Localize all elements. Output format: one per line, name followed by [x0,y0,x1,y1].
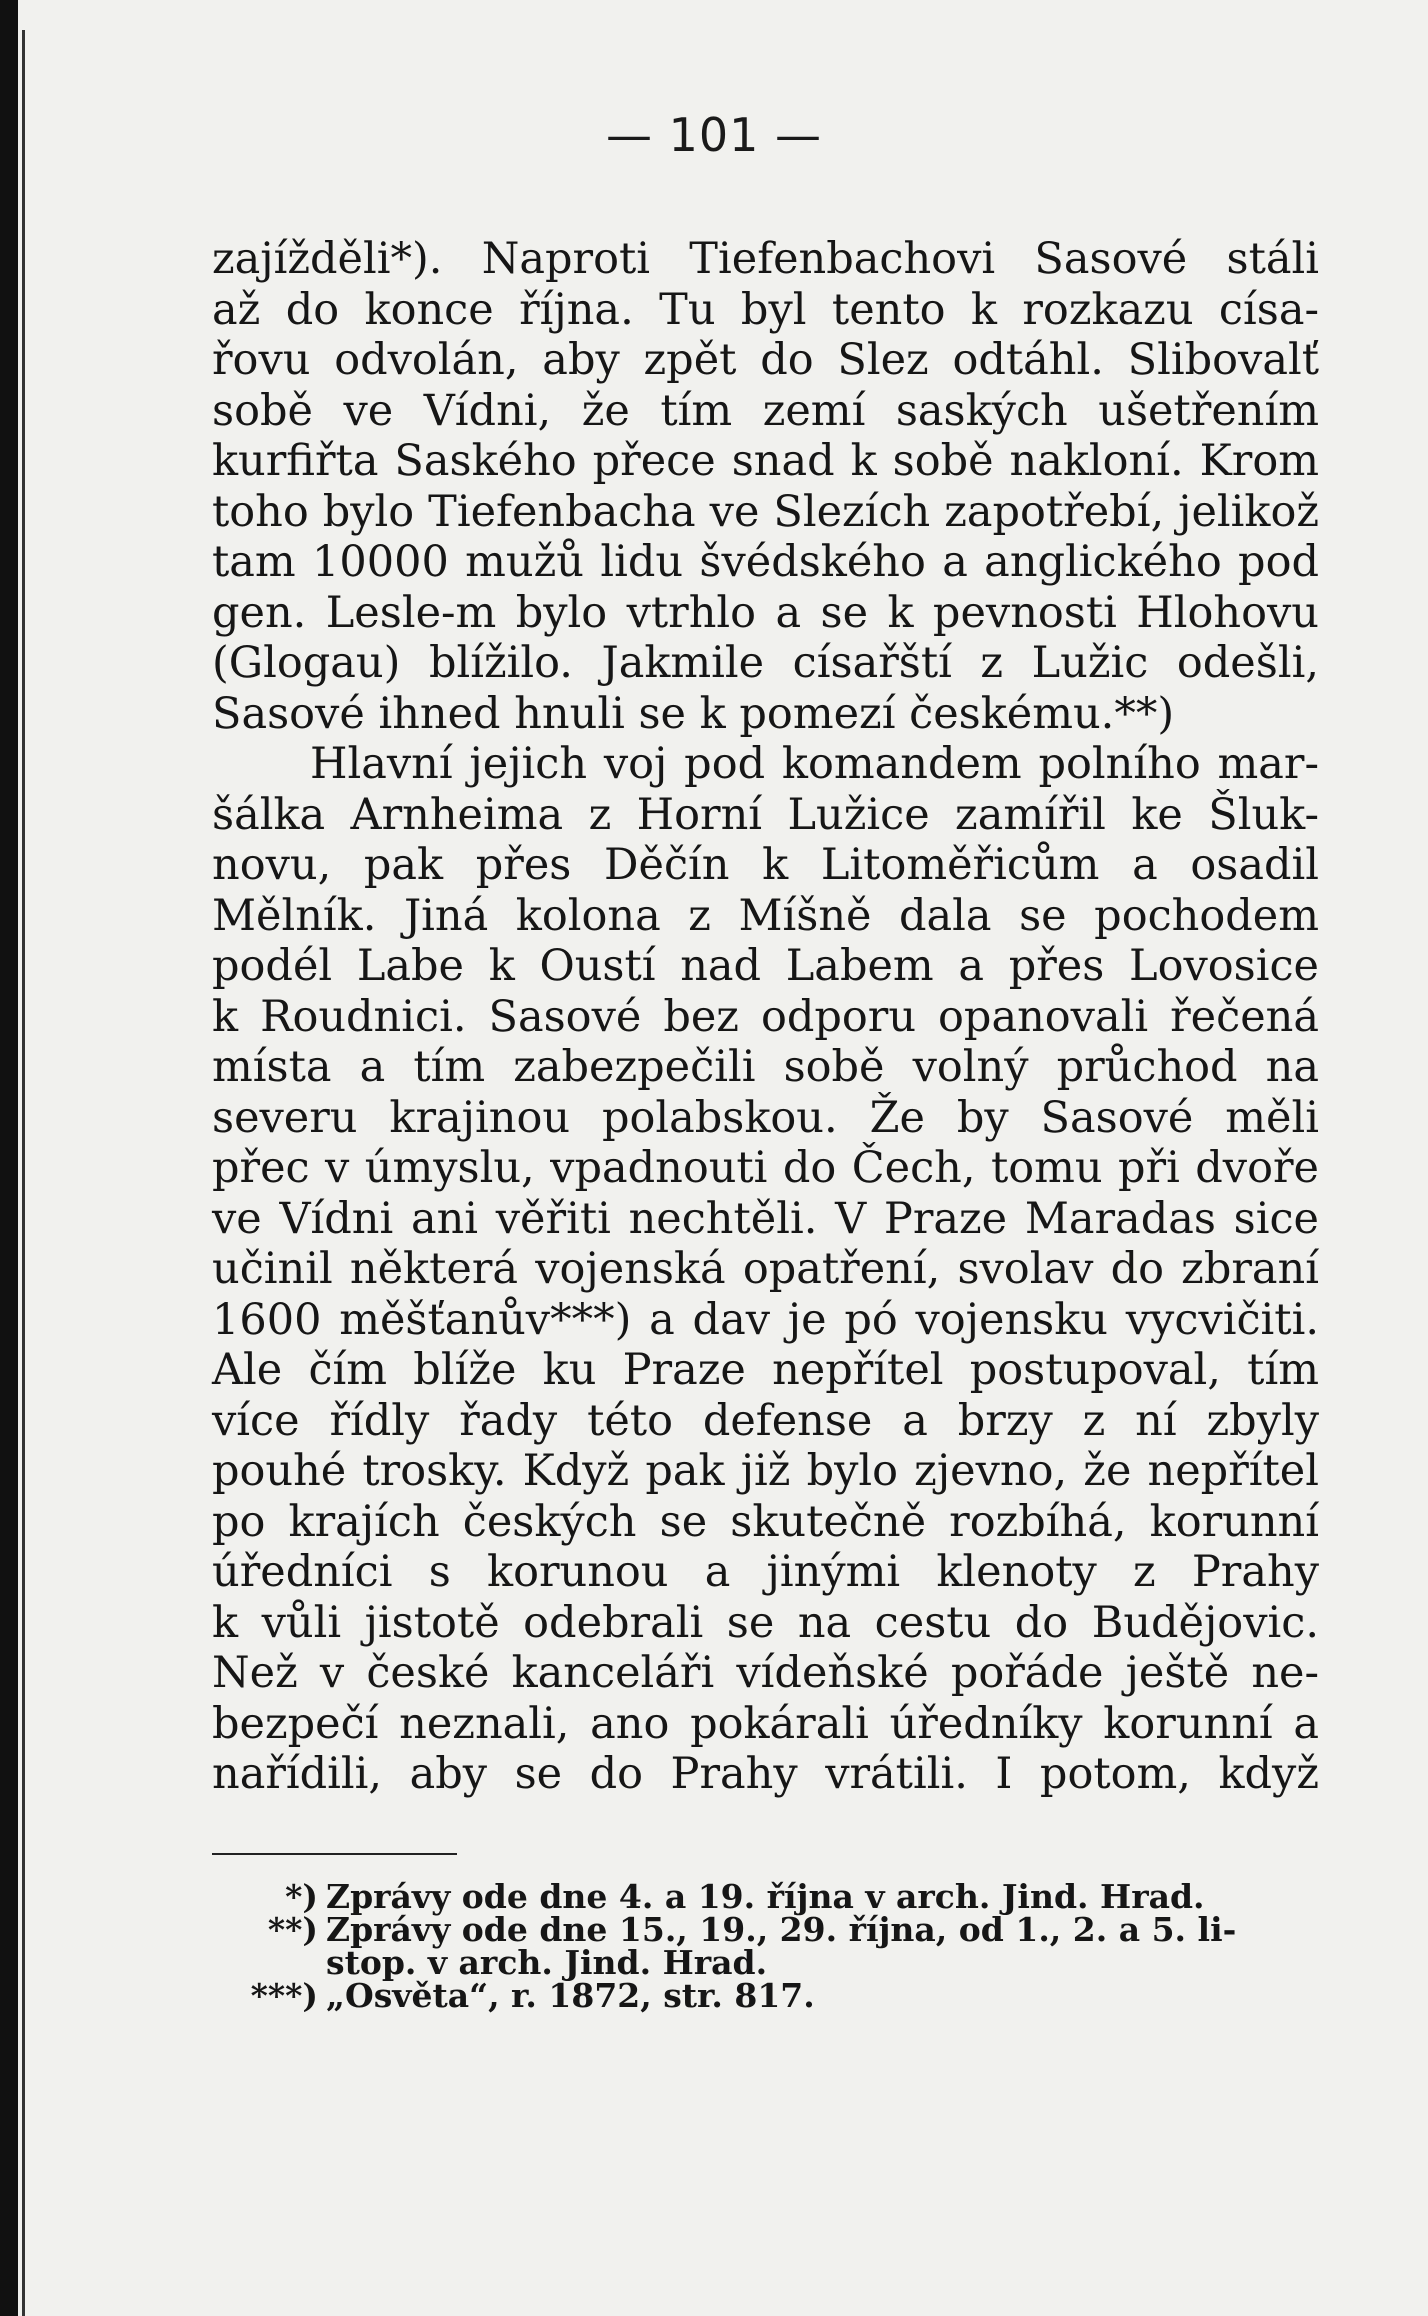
page-number: — 101 — [605,108,823,162]
footnote-mark: ***) [250,1976,318,2015]
text-line: (Glogau) blížilo. Jakmile císařští z Lužic odešli, [212,638,1319,688]
paragraph-start-line: Hlavní jejich voj pod komandem polního mar- [310,739,1319,789]
text-line: Mělník. Jiná kolona z Míšně dala se pochodem [212,890,1319,941]
text-line: Ale čím blíže ku Praze nepřítel postupoval, tím [212,1345,1319,1395]
text-line: řovu odvolán, aby zpět do Slez odtáhl. Slibovalť [212,335,1319,385]
text-line: přec v úmyslu, vpadnouti do Čech, tomu při dvoře [212,1143,1319,1193]
footnote-3 [212,1976,1319,2015]
footnote-2 [212,1910,1319,1949]
text-line: tam 10000 mužů lidu švédského a anglického pod [212,537,1319,587]
footnote-2-continuation: stop. v arch. Jind. Hrad. [326,1943,768,1982]
text-line: po krajích českých se skutečně rozbíhá, korunní [212,1496,1319,1547]
text-line: k Roudnici. Sasové bez odporu opanovali řečená [212,991,1319,1042]
text-line: bezpečí neznali, ano pokárali úředníky korunní a [212,1698,1319,1749]
footnote-mark: *) [285,1877,318,1916]
page-edge-shadow [0,0,18,2316]
text-line: kurfiřta Saského přece snad k sobě nakloní. Krom [212,436,1319,486]
text-line: Sasové ihned hnuli se k pomezí českému.**) [212,688,1175,739]
text-line: více řídly řady této defense a brzy z ní zbyly [212,1395,1319,1446]
page-edge-line [22,30,25,2316]
text-line: místa a tím zabezpečili sobě volný průchod na [212,1042,1319,1092]
body-text [212,234,1319,1800]
text-line: gen. Lesle-m bylo vtrhlo a se k pevnosti Hlohovu [212,587,1319,638]
footnote-1 [212,1877,1319,1916]
footnote-mark: **) [267,1910,318,1949]
footnotes [212,1877,1319,2015]
text-line: nařídili, aby se do Prahy vrátili. I potom, když [212,1749,1319,1799]
text-line: šálka Arnheima z Horní Lužice zamířil ke Šluk- [212,789,1319,840]
footnote-text: Zprávy ode dne 4. a 19. října v arch. Jind. Hrad. [326,1877,1205,1916]
text-line: sobě ve Vídni, že tím zemí saských ušetřením [212,385,1319,436]
footnote-text: Zprávy ode dne 15., 19., 29. října, od 1., 2. a 5. li- [326,1910,1237,1949]
text-line: pouhé trosky. Když pak již bylo zjevno, že nepřítel [212,1446,1319,1496]
text-line: Než v české kanceláři vídeňské pořáde ještě ne- [212,1648,1319,1698]
text-line: toho bylo Tiefenbacha ve Slezích zapotřebí, jelikož [212,486,1319,537]
text-line: učinil některá vojenská opatření, svolav do zbraní [212,1244,1319,1294]
text-line: úředníci s korunou a jinými klenoty z Prahy [212,1547,1319,1597]
footnote-text: „Osvěta“, r. 1872, str. 817. [326,1976,815,2015]
text-line: zajížděli*). Naproti Tiefenbachovi Sasové stáli [212,234,1319,284]
footnote-separator [212,1853,457,1855]
text-line: až do konce října. Tu byl tento k rozkazu císa- [212,284,1319,335]
text-line: 1600 měšťanův***) a dav je pó vojensku vycvičiti. [212,1294,1319,1345]
text-line: podél Labe k Oustí nad Labem a přes Lovosice [212,941,1319,991]
text-line: severu krajinou polabskou. Že by Sasové měli [212,1092,1319,1143]
text-line: novu, pak přes Děčín k Litoměřicům a osadil [212,840,1319,890]
text-line: ve Vídni ani věřiti nechtěli. V Praze Maradas sice [212,1193,1319,1244]
text-line: k vůli jistotě odebrali se na cestu do Budějovic. [212,1597,1319,1648]
